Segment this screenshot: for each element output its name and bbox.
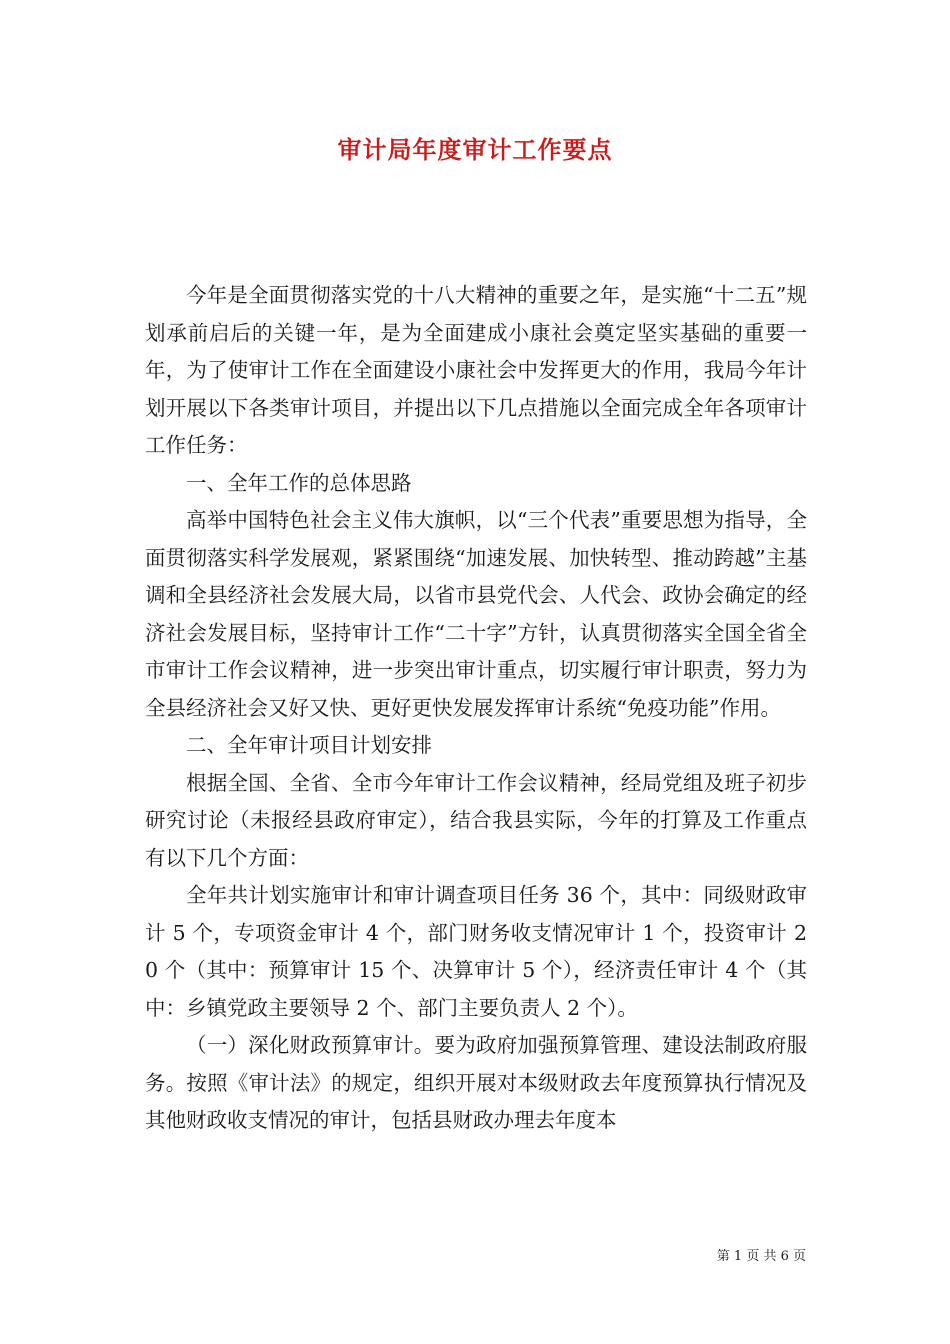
document-title: 审计局年度审计工作要点 xyxy=(337,135,613,164)
paragraph-budget-audit: （一）深化财政预算审计。要为政府加强预算管理、建设法制政府服务。按照《审计法》的规定，组织开展对本级财政去年度预算执行情况及其他财政收支情况的审计，包括县财政办理去年度本 xyxy=(145,1033,807,1132)
paragraph-plan-basis: 根据全国、全省、全市今年审计工作会议精神，经局党组及班子初步研究讨论（未报经县政府审定），结合我县实际，今年的打算及工作重点有以下几个方面： xyxy=(145,770,807,870)
page-number-footer: 第 1 页 共 6 页 xyxy=(716,1249,806,1264)
section-heading-1: 一、全年工作的总体思路 xyxy=(186,470,412,495)
section-heading-2: 二、全年审计项目计划安排 xyxy=(186,733,432,757)
paragraph-intro: 今年是全面贯彻落实党的十八大精神的重要之年，是实施“十二五”规划承前启后的关键一年，是为全面建成小康社会奠定坚实基础的重要一年，为了使审计工作在全面建设小康社会中发挥更大的作用，我局今年计划开展以下各类审计项目，并提出以下几点措施以全面完成全年各项审计工作任务： xyxy=(145,283,807,457)
paragraph-project-count: 全年共计划实施审计和审计调查项目任务 36 个，其中：同级财政审计 5 个，专项资金审计 4 个，部门财务收支情况审计 1 个，投资审计 20 个（其中：预算审计 15 个、决算审计 5 个），经济责任审计 4 个（其中：乡镇党政主要领导 2 个、部门主要负责人 2 个）。 xyxy=(145,883,807,1020)
document-body xyxy=(145,277,807,1140)
paragraph-overall-approach: 高举中国特色社会主义伟大旗帜，以“三个代表”重要思想为指导，全面贯彻落实科学发展观，紧紧围绕“加速发展、加快转型、推动跨越”主基调和全县经济社会发展大局，以省市县党代会、人代会、政协会确定的经济社会发展目标，坚持审计工作“二十字”方针，认真贯彻落实全国全省全市审计工作会议精神，进一步突出审计重点，切实履行审计职责，努力为全县经济社会又好又快、更好更快发展发挥审计系统“免疫功能”作用。 xyxy=(145,508,807,720)
